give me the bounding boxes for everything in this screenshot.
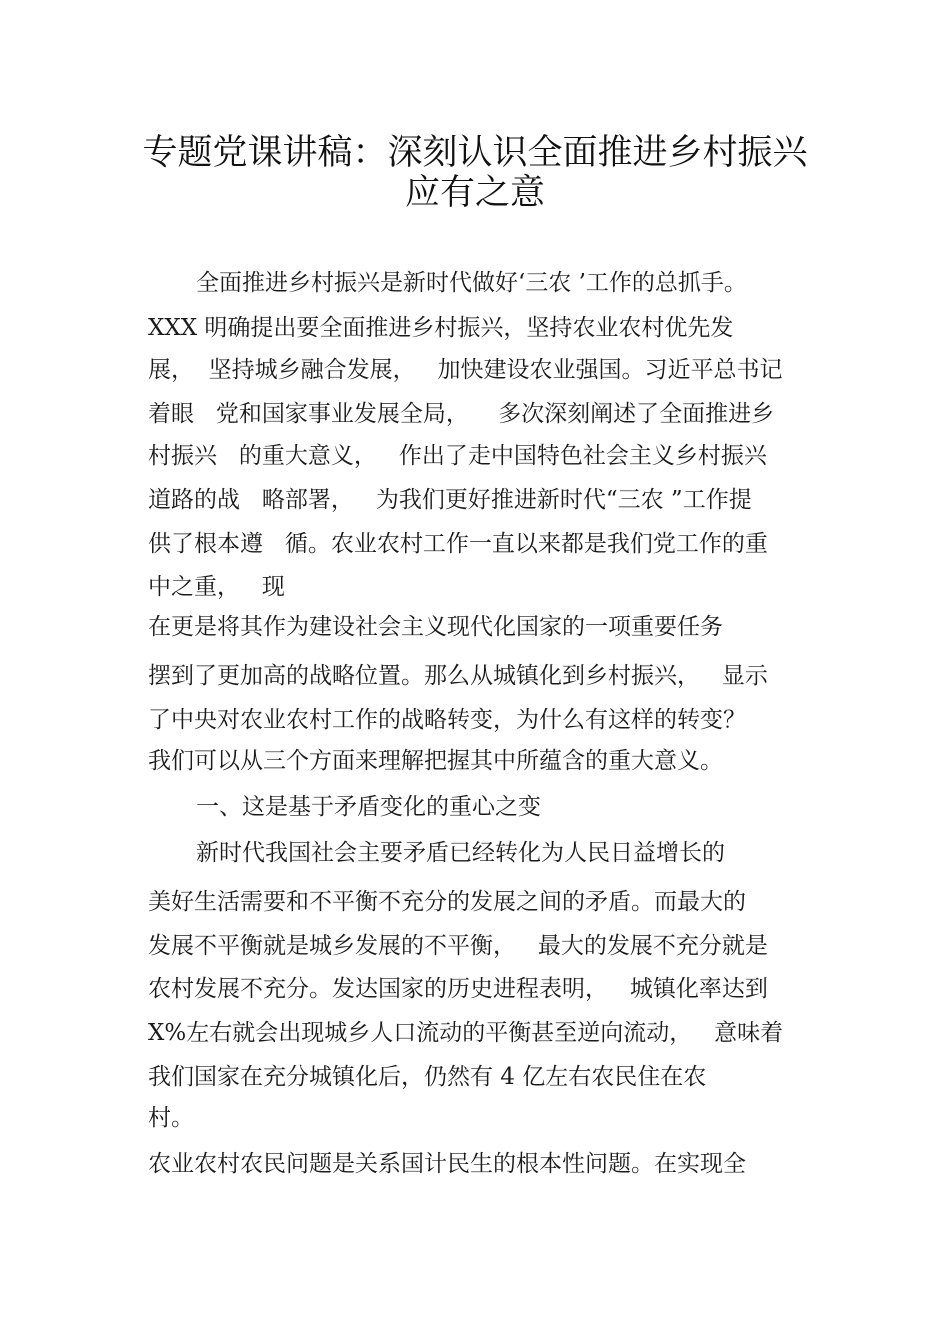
paragraph-line: 在更是将其作为建设社会主义现代化国家的一项重要任务 [148, 614, 723, 640]
paragraph-line: 我们可以从三个方面来理解把握其中所蕴含的重大意义。 [148, 748, 723, 774]
paragraph-line: X%左右就会出现城乡人口流动的平衡甚至逆向流动， 意味着 [148, 1020, 784, 1046]
paragraph-line: 摆到了更加高的战略位置。那么从城镇化到乡村振兴， 显示 [148, 663, 768, 689]
section-heading: 一、这是基于矛盾变化的重心之变 [196, 794, 541, 820]
paragraph-line: 农村发展不充分。发达国家的历史进程表明， 城镇化率达到 [148, 976, 768, 1002]
paragraph-line: 了中央对农业农村工作的战略转变，为什么有这样的转变？ [148, 707, 746, 733]
paragraph-line: 新时代我国社会主要矛盾已经转化为人民日益增长的 [196, 840, 725, 866]
paragraph-line: 我们国家在充分城镇化后，仍然有 4 亿左右农民住在农 [148, 1064, 707, 1090]
paragraph-line: 美好生活需要和不平衡不充分的发展之间的矛盾。而最大的 [148, 889, 746, 915]
paragraph-line: 展， 坚持城乡融合发展， 加快建设农业强国。习近平总书记 [148, 357, 783, 383]
paragraph-line: 村振兴 的重大意义， 作出了走中国特色社会主义乡村振兴 [148, 443, 767, 469]
paragraph-line: 着眼 党和国家事业发展全局， 多次深刻阐述了全面推进乡 [148, 401, 775, 427]
paragraph-line: XXX 明确提出要全面推进乡村振兴，坚持农业农村优先发 [148, 315, 734, 341]
paragraph-line: 发展不平衡就是城乡发展的不平衡， 最大的发展不充分就是 [148, 933, 768, 959]
document-title-line-2: 应有之意 [404, 173, 545, 213]
document-title-line-1: 专题党课讲稿：深刻认识全面推进乡村振兴 [142, 133, 808, 173]
paragraph-line: 村。 [148, 1105, 194, 1131]
paragraph-line: 农业农村农民问题是关系国计民生的根本性问题。在实现全 [148, 1151, 746, 1177]
paragraph-line: 中之重， 现 [148, 574, 285, 600]
paragraph-line: 道路的战 略部署， 为我们更好推进新时代“三农 ”工作提 [148, 487, 752, 513]
paragraph-line: 供了根本遵 循。农业农村工作一直以来都是我们党工作的重 [148, 531, 768, 557]
paragraph-line: 全面推进乡村振兴是新时代做好‘三农 ’工作的总抓手。 [196, 270, 747, 296]
